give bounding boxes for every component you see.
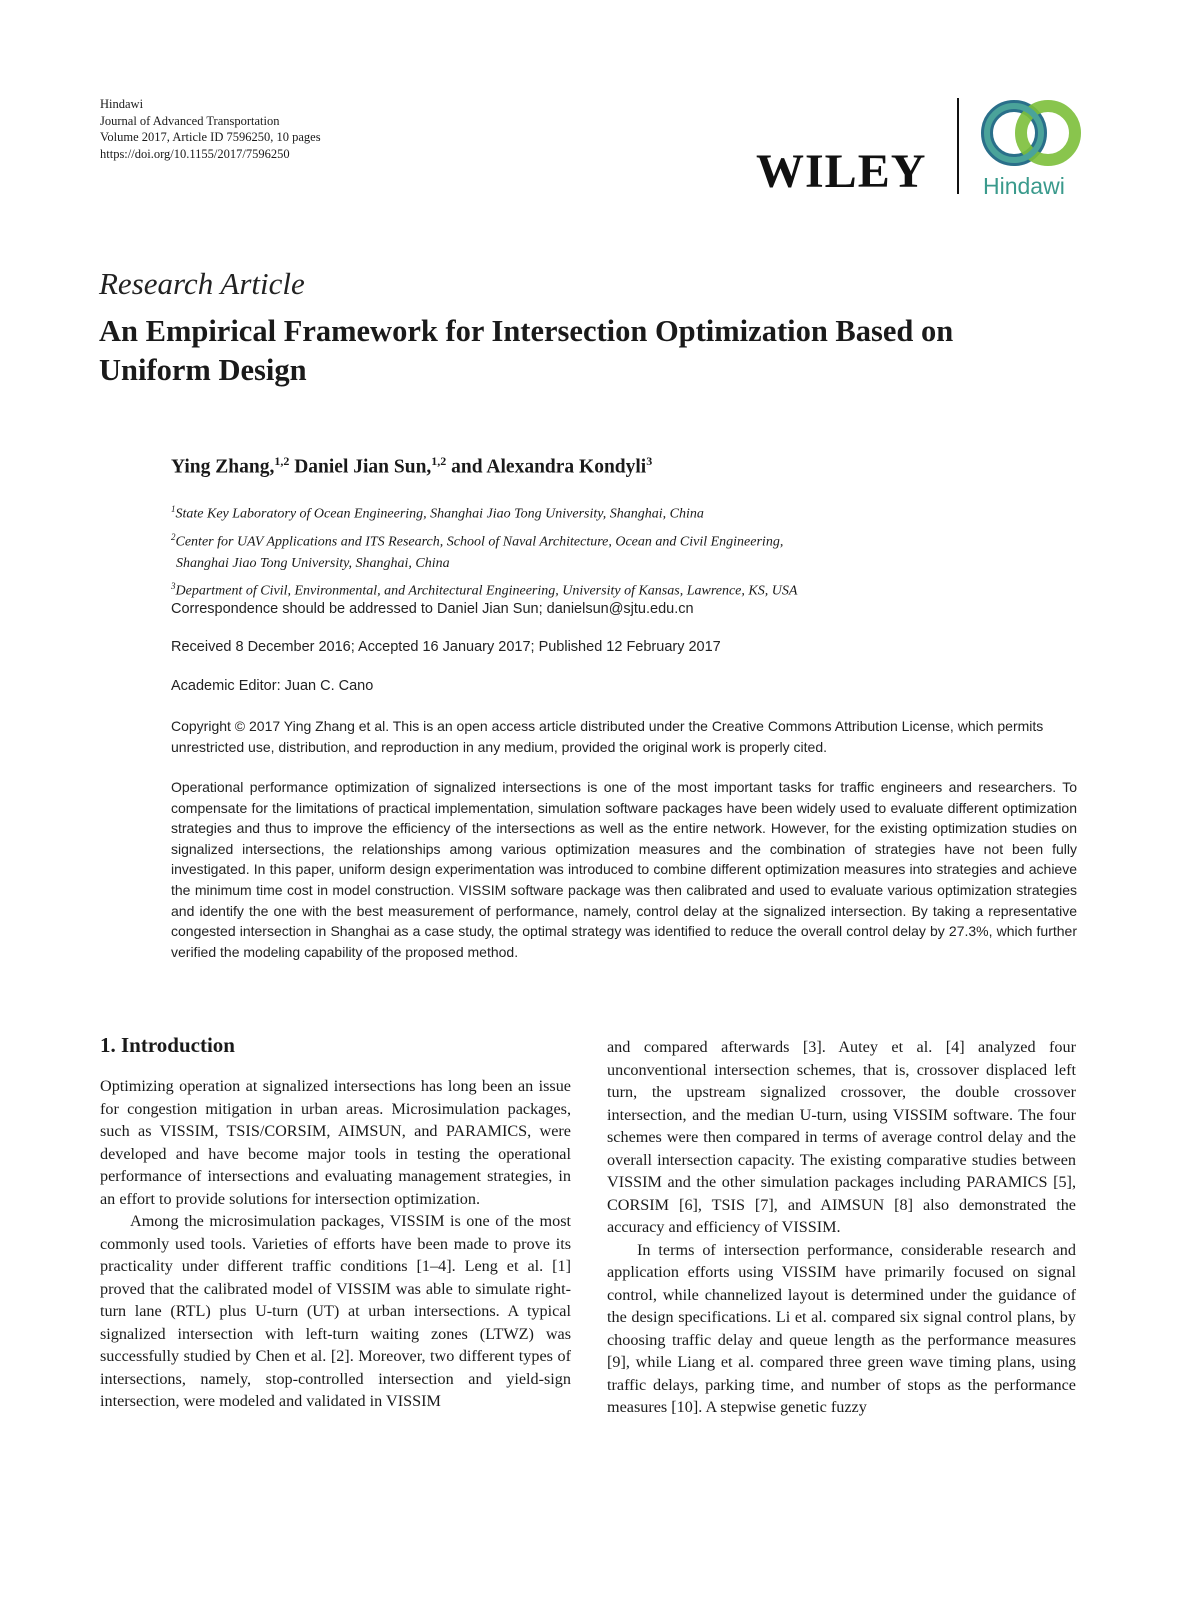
- affil-number: 1: [171, 504, 176, 514]
- publisher-name: Hindawi: [100, 97, 144, 111]
- section-heading: 1. Introduction: [100, 1033, 235, 1057]
- correspondence: Correspondence should be addressed to Daniel Jian Sun; danielsun@sjtu.edu.cn: [171, 601, 694, 617]
- volume-info: Volume 2017, Article ID 7596250, 10 pages: [100, 130, 321, 144]
- author-name: Daniel Jian Sun,: [294, 456, 432, 478]
- doi-link[interactable]: https://doi.org/10.1155/2017/7596250: [100, 146, 290, 161]
- journal-name: Journal of Advanced Transportation: [100, 113, 280, 128]
- affil-text: Center for UAV Applications and ITS Research, School of Naval Architecture, Ocean and Civil Engineering,: [175, 534, 784, 550]
- author-name: and Alexandra Kondyli: [451, 456, 647, 478]
- paragraph: In terms of intersection performance, considerable research and application efforts using VISSIM have primarily focused on signal control, while channelized layout is determined under the guidance of the design specifications. Li et al. compared six signal control plans, by choosing traffic delay and queue length as the performance measures [9], while Liang et al. compared three green wave timing plans, using traffic delays, parking time, and number of stops as the performance measures [10]. A stepwise genetic fuzzy: [607, 1240, 1076, 1416]
- author-affil-mark: 1,2: [431, 454, 447, 468]
- academic-editor: Academic Editor: Juan C. Cano: [171, 678, 374, 694]
- wiley-logo: WILEY: [756, 145, 927, 198]
- logo-divider: [957, 98, 959, 194]
- body-column-left: [100, 1075, 571, 1413]
- paragraph: Among the microsimulation packages, VISSIM is one of the most commonly used tools. Varieties of efforts have been made to prove its practicality under different traffic conditions [1–4]. Leng et al. [1] proved that the calibrated model of VISSIM was able to simulate right-turn lane (RTL) plus U-turn (UT) at urban intersections. A typical signalized intersection with left-turn waiting zones (LTWZ) was successfully studied by Chen et al. [2]. Moreover, two different types of intersections, namely, stop-controlled intersection and yield-sign intersection, were modeled and validated in VISSIM: [100, 1212, 571, 1410]
- copyright-notice: Copyright © 2017 Ying Zhang et al. This is an open access article distributed under the Creative Commons Attribution License, which permits unrestricted use, distribution, and reproduction in any medium, provided the original work is properly cited.: [171, 718, 1044, 755]
- article-type: Research Article: [99, 266, 305, 301]
- affiliation-continued: [171, 553, 797, 575]
- publication-dates: Received 8 December 2016; Accepted 16 January 2017; Published 12 February 2017: [171, 639, 721, 655]
- author-affil-mark: 3: [646, 454, 653, 468]
- affiliation: [171, 526, 797, 554]
- author-list: [171, 454, 652, 479]
- hindawi-logo-text: Hindawi: [983, 173, 1065, 199]
- affil-number: 3: [171, 581, 176, 592]
- journal-header: [100, 96, 321, 162]
- article-title: An Empirical Framework for Intersection Optimization Based on Uniform Design: [99, 314, 954, 387]
- author-affil-mark: 1,2: [274, 454, 290, 468]
- affil-number: 2: [171, 531, 176, 542]
- hindawi-rings-icon: [978, 96, 1084, 170]
- affil-text: Department of Civil, Environmental, and Architectural Engineering, University of Kansas, Lawrence, KS, USA: [175, 583, 798, 599]
- abstract: Operational performance optimization of signalized intersections is one of the most important tasks for traffic engineers and researchers. To compensate for the limitations of practical implementation, simulation software packages have been widely used to evaluate different optimization strategies and thus to improve the efficiency of the intersections as well as the entire network. However, for the existing optimization studies on signalized intersections, the relationships among various optimization measures and the combination of strategies have not been fully investigated. In this paper, uniform design experimentation was introduced to combine different optimization measures into strategies and achieve the minimum time cost in model construction. VISSIM software package was then calibrated and used to evaluate various optimization strategies and identify the one with the best measurement of performance, namely, control delay at the signalized intersection. By taking a representative congested intersection in Shanghai as a case study, the optimal strategy was identified to reduce the overall control delay by 27.3%, which further verified the modeling capability of the proposed method.: [171, 779, 1077, 960]
- affiliation-list: [171, 498, 797, 603]
- affiliation: [171, 575, 797, 603]
- affil-text: Shanghai Jiao Tong University, Shanghai, China: [176, 556, 450, 572]
- paragraph: and compared afterwards [3]. Autey et al. [4] analyzed four unconventional intersection schemes, that is, crossover displaced left turn, the upstream signalized crossover, the double crossover intersection, and the median U-turn, using VISSIM software. The four schemes were then compared in terms of average control delay and the overall intersection capacity. The existing comparative studies between VISSIM and the other simulation packages including PARAMICS [5], CORSIM [6], TSIS [7], and AIMSUN [8] also demonstrated the accuracy and efficiency of VISSIM.: [607, 1038, 1076, 1236]
- affiliation: [171, 498, 797, 526]
- body-column-right: [607, 1036, 1076, 1419]
- affil-text: State Key Laboratory of Ocean Engineering, Shanghai Jiao Tong University, Shanghai, China: [175, 506, 704, 522]
- author-name: Ying Zhang,: [171, 456, 275, 478]
- paragraph: Optimizing operation at signalized intersections has long been an issue for congestion mitigation in urban areas. Microsimulation packages, such as VISSIM, TSIS/CORSIM, AIMSUN, and PARAMICS, were developed and have become major tools in testing the operational performance of intersections and evaluating management strategies, in an effort to provide solutions for intersection optimization.: [100, 1077, 571, 1208]
